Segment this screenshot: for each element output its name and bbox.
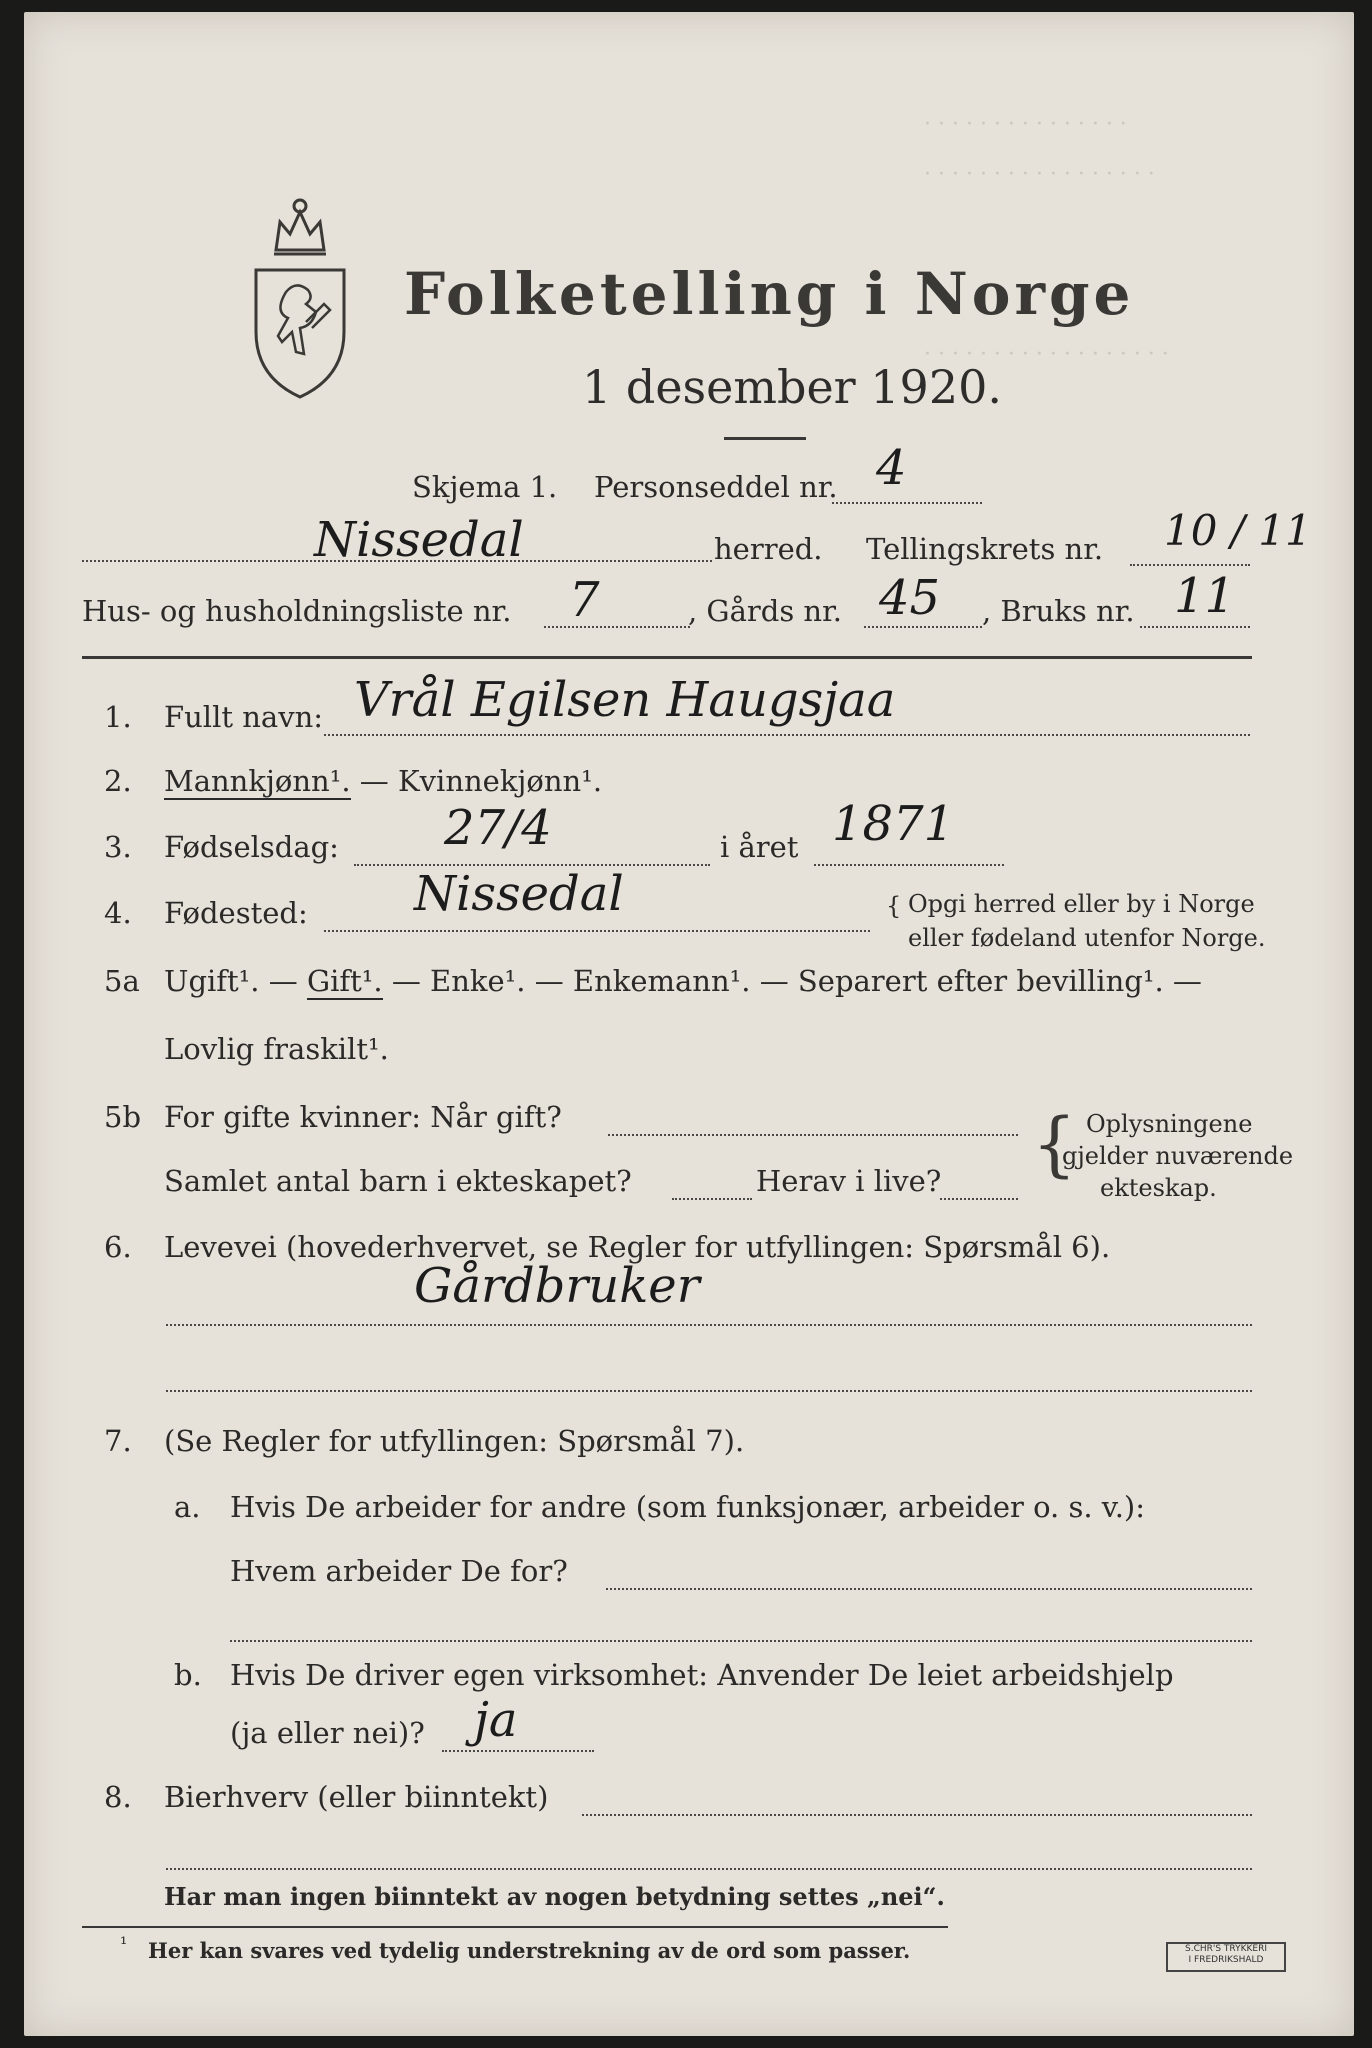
- q5a-ugift-option: Ugift¹. —: [164, 964, 298, 998]
- q7-number: 7.: [104, 1424, 132, 1458]
- q4-label: Fødested:: [164, 896, 308, 930]
- q7a-field-line-1: [606, 1588, 1252, 1590]
- q7-label: (Se Regler for utfyllingen: Spørsmål 7).: [164, 1424, 745, 1458]
- q4-note-line1: Opgi herred eller by i Norge: [908, 890, 1255, 918]
- q2-options: [164, 764, 602, 798]
- no-income-note: Har man ingen biinntekt av nogen betydning settes „nei“.: [164, 1882, 945, 1911]
- q5b-children-field-line: [672, 1198, 752, 1200]
- tellingskrets-field-line: [1130, 564, 1250, 566]
- q2-separator: —: [350, 764, 398, 798]
- birth-date-value: 27/4: [444, 800, 552, 856]
- norwegian-coat-of-arms-icon: [246, 192, 354, 402]
- footnote-divider: [82, 1926, 948, 1928]
- q6-number: 6.: [104, 1230, 132, 1264]
- q1-field-line: [324, 734, 1250, 736]
- gards-value: 45: [879, 570, 941, 626]
- q6-field-line-2: [166, 1390, 1252, 1392]
- q4-note-line2: eller fødeland utenfor Norge.: [908, 924, 1266, 952]
- q7b-line1: Hvis De driver egen virksomhet: Anvender De leiet arbeidshjelp: [230, 1658, 1174, 1692]
- hus-field-line: [544, 626, 690, 628]
- footnote-mark: ¹: [120, 1934, 128, 1955]
- gards-field-line: [864, 626, 982, 628]
- q5b-line1: For gifte kvinner: Når gift?: [164, 1100, 562, 1134]
- printer-stamp: [1166, 1942, 1286, 1972]
- q4-number: 4.: [104, 896, 132, 930]
- printer-stamp-line1: S.CHR'S TRYKKERI: [1185, 1944, 1267, 1954]
- bleed-through-text: · · · · · · · · · · · · · · · · · ·: [924, 342, 1169, 367]
- title-divider: [724, 437, 806, 440]
- form-title: Folketelling i Norge: [404, 260, 1135, 328]
- personseddel-field-line: [832, 502, 982, 504]
- bleed-through-text: · · · · · · · · · · · · · · ·: [924, 112, 1127, 137]
- hired-help-value: ja: [474, 1692, 518, 1748]
- q6-label: Levevei (hovederhvervet, se Regler for utfyllingen: Spørsmål 6).: [164, 1230, 1111, 1264]
- hus-value: 7: [569, 572, 600, 628]
- hus-label: Hus- og husholdningsliste nr.: [82, 594, 512, 628]
- q5b-note-line2: gjelder nuværende: [1062, 1142, 1294, 1170]
- q5b-number: 5b: [104, 1100, 142, 1134]
- bleed-through-text: · · · · · · · · · · · · · · · · ·: [924, 162, 1155, 187]
- bruks-field-line: [1140, 626, 1250, 628]
- skjema-label: Skjema 1.: [412, 470, 558, 504]
- q7b-letter: b.: [174, 1658, 202, 1692]
- birth-year-value: 1871: [832, 796, 955, 852]
- bruks-label: , Bruks nr.: [982, 594, 1135, 628]
- q1-number: 1.: [104, 700, 132, 734]
- q5b-note-line3: ekteskap.: [1100, 1174, 1217, 1202]
- q5b-alive-field-line: [940, 1198, 1018, 1200]
- census-form-page: [24, 12, 1354, 2036]
- q8-field-line-2: [166, 1868, 1252, 1870]
- q5b-alive-label: Herav i live?: [756, 1164, 942, 1198]
- q6-field-line-1: [166, 1324, 1252, 1326]
- q7a-line2: Hvem arbeider De for?: [230, 1554, 568, 1588]
- q4-field-line: [324, 930, 870, 932]
- q7a-letter: a.: [174, 1490, 201, 1524]
- q3-label: Fødselsdag:: [164, 830, 339, 864]
- q8-number: 8.: [104, 1780, 132, 1814]
- q7b-line2: (ja eller nei)?: [230, 1716, 425, 1750]
- q5b-children-label: Samlet antal barn i ekteskapet?: [164, 1164, 632, 1198]
- personseddel-value: 4: [876, 440, 907, 496]
- tellingskrets-label: Tellingskrets nr.: [866, 532, 1104, 566]
- gards-label: , Gårds nr.: [688, 594, 842, 628]
- personseddel-label: Personseddel nr.: [594, 470, 838, 504]
- q2-female-option: Kvinnekjønn¹.: [398, 764, 603, 798]
- q3-year-label: i året: [720, 830, 799, 864]
- occupation-value: Gårdbruker: [414, 1258, 700, 1314]
- full-name-value: Vrål Egilsen Haugsjaa: [354, 672, 896, 728]
- tellingskrets-value: 10 / 11: [1164, 506, 1312, 555]
- herred-label: herred.: [714, 532, 823, 566]
- q2-male-option: Mannkjønn¹.: [164, 764, 351, 798]
- q5a-options: [164, 964, 1202, 998]
- q7a-field-line-2: [230, 1640, 1252, 1642]
- q3-number: 3.: [104, 830, 132, 864]
- q7a-line1: Hvis De arbeider for andre (som funksjonær, arbeider o. s. v.):: [230, 1490, 1146, 1524]
- q5b-married-field-line: [608, 1134, 1018, 1136]
- herred-value: Nissedal: [314, 512, 524, 568]
- census-date: 1 desember 1920.: [582, 360, 1002, 414]
- q5a-other-options: — Enke¹. — Enkemann¹. — Separert efter bevilling¹. —: [391, 964, 1202, 998]
- header-divider: [82, 656, 1252, 659]
- q8-field-line-1: [582, 1814, 1252, 1816]
- q4-brace: {: [886, 892, 902, 920]
- q8-label: Bierhverv (eller biinntekt): [164, 1780, 549, 1814]
- q5a-number: 5a: [104, 964, 140, 998]
- footnote-text: Her kan svares ved tydelig understrekning av de ord som passer.: [148, 1938, 911, 1963]
- printer-stamp-line2: I FREDRIKSHALD: [1188, 1955, 1264, 1965]
- bruks-value: 11: [1174, 568, 1236, 624]
- q5b-note-line1: Oplysningene: [1086, 1110, 1253, 1138]
- q5a-line2: Lovlig fraskilt¹.: [164, 1032, 389, 1066]
- q5b-brace: {: [1032, 1103, 1077, 1185]
- q7b-field-line: [442, 1750, 594, 1752]
- q2-number: 2.: [104, 764, 132, 798]
- birthplace-value: Nissedal: [414, 866, 624, 922]
- q1-label: Fullt navn:: [164, 700, 324, 734]
- q3-year-field-line: [814, 864, 1004, 866]
- q5a-gift-option: Gift¹.: [306, 964, 383, 998]
